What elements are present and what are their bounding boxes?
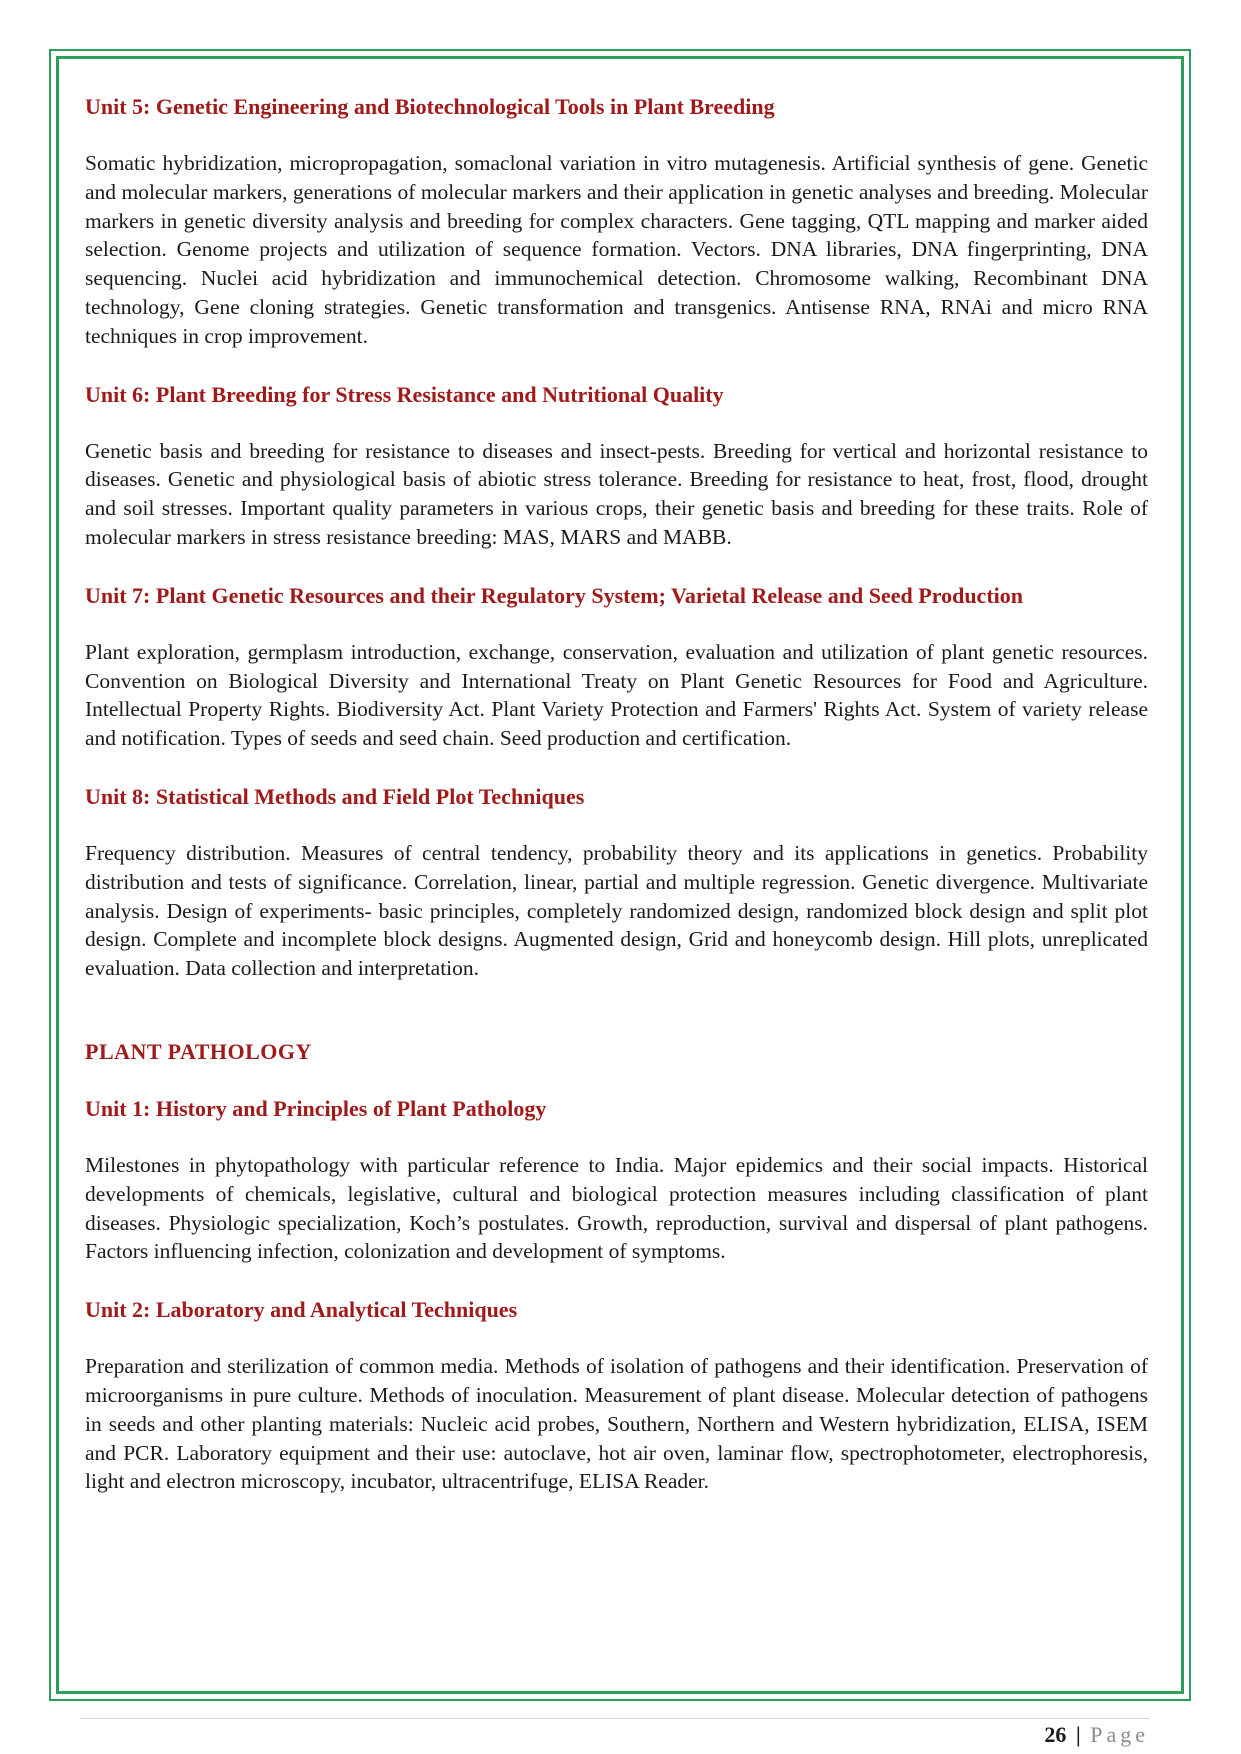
- unit-heading: Unit 8: Statistical Methods and Field Plot Techniques: [85, 783, 585, 809]
- unit-heading: Unit 1: History and Principles of Plant Pathology: [85, 1095, 547, 1121]
- page-separator: |: [1075, 1722, 1081, 1747]
- page-content: [85, 92, 1148, 1525]
- footer-divider: [80, 1718, 1150, 1719]
- unit-body: Genetic basis and breeding for resistance to diseases and insect-pests. Breeding for vertical and horizontal resistance to diseases. Genetic and physiological basis of abiotic stress tolerance. Breeding for resistance to heat, frost, flood, drought and soil stresses. Important quality parameters in various crops, their genetic basis and breeding for these traits. Role of molecular markers in stress resistance breeding: MAS, MARS and MABB.: [85, 438, 1148, 549]
- unit-body: Somatic hybridization, micropropagation, somaclonal variation in vitro mutagenesis. Artificial synthesis of gene. Genetic and molecular markers, generations of molecular markers and their application in genetic analyses and breeding. Molecular markers in genetic diversity analysis and breeding for complex characters. Gene tagging, QTL mapping and marker aided selection. Genome projects and utilization of sequence formation. Vectors. DNA libraries, DNA fingerprinting, DNA sequencing. Nuclei acid hybridization and immunochemical detection. Chromosome walking, Recombinant DNA technology, Gene cloning strategies. Genetic transformation and transgenics. Antisense RNA, RNAi and micro RNA techniques in crop improvement.: [85, 151, 1148, 348]
- page-label: Page: [1090, 1722, 1149, 1747]
- unit-heading: Unit 5: Genetic Engineering and Biotechnological Tools in Plant Breeding: [85, 94, 775, 119]
- unit-heading: Unit 6: Plant Breeding for Stress Resistance and Nutritional Quality: [85, 381, 724, 407]
- section-title: PLANT PATHOLOGY: [85, 1038, 312, 1064]
- unit-body: Frequency distribution. Measures of central tendency, probability theory and its applications in genetics. Probability distribution and tests of significance. Correlation, linear, partial and multiple regression. Genetic divergence. Multivariate analysis. Design of experiments- basic principles, completely randomized design, randomized block design and split plot design. Complete and incomplete block designs. Augmented design, Grid and honeycomb design. Hill plots, unreplicated evaluation. Data collection and interpretation.: [85, 840, 1148, 981]
- unit-heading: Unit 7: Plant Genetic Resources and their Regulatory System; Varietal Release and Seed Production: [85, 582, 1023, 608]
- unit-body: Milestones in phytopathology with particular reference to India. Major epidemics and their social impacts. Historical developments of chemicals, legislative, cultural and biological protection measures including classification of plant diseases. Physiologic specialization, Koch’s postulates. Growth, reproduction, survival and dispersal of plant pathogens. Factors influencing infection, colonization and development of symptoms.: [85, 1152, 1148, 1264]
- page-number: 26: [1044, 1722, 1067, 1747]
- unit-body: Preparation and sterilization of common media. Methods of isolation of pathogens and their identification. Preservation of microorganisms in pure culture. Methods of inoculation. Measurement of plant disease. Molecular detection of pathogens in seeds and other planting materials: Nucleic acid probes, Southern, Northern and Western hybridization, ELISA, ISEM and PCR. Laboratory equipment and their use: autoclave, hot air oven, laminar flow, spectrophotometer, electrophoresis, light and electron microscopy, incubator, ultracentrifuge, ELISA Reader.: [85, 1354, 1148, 1494]
- unit-heading: Unit 2: Laboratory and Analytical Techniques: [85, 1297, 518, 1323]
- unit-body: Plant exploration, germplasm introduction, exchange, conservation, evaluation and utilization of plant genetic resources. Convention on Biological Diversity and International Treaty on Plant Genetic Resources for Food and Agriculture. Intellectual Property Rights. Biodiversity Act. Plant Variety Protection and Farmers' Rights Act. System of variety release and notification. Types of seeds and seed chain. Seed production and certification.: [85, 639, 1148, 751]
- page-footer: [1044, 1722, 1149, 1748]
